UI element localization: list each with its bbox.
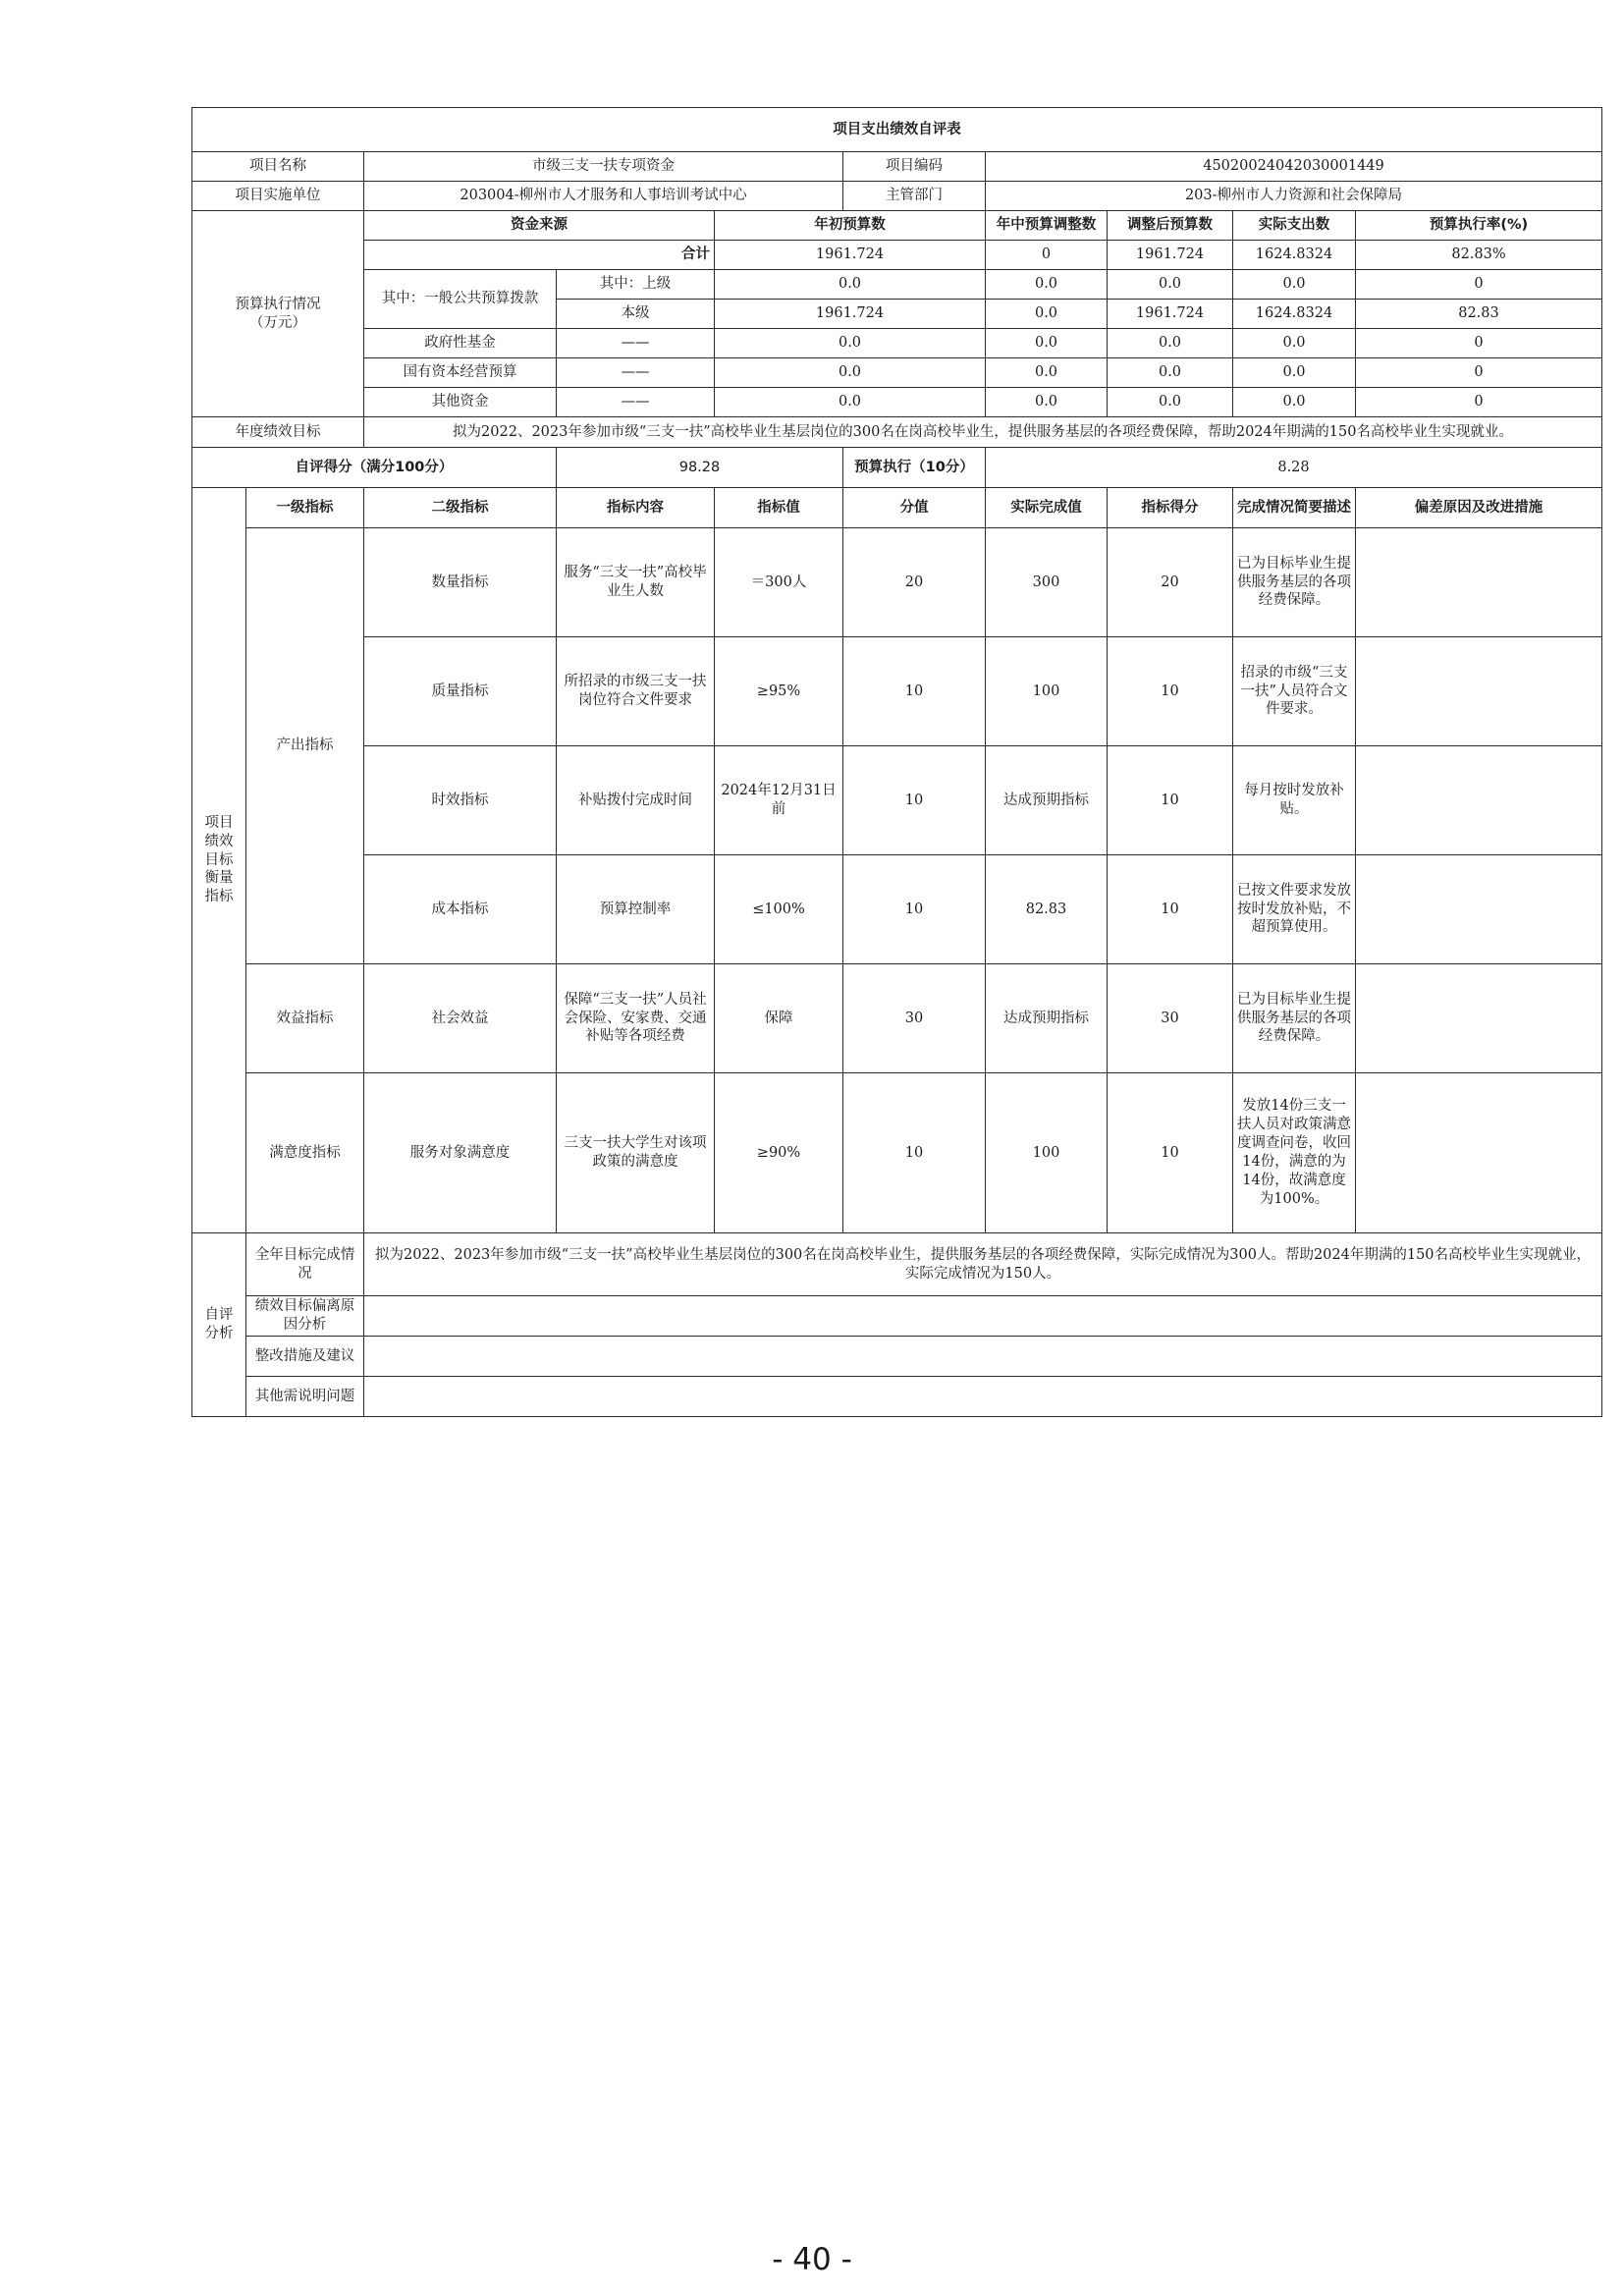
total-adjust: 0 xyxy=(986,241,1108,270)
ind-actual: 达成预期指标 xyxy=(986,964,1108,1073)
ind-score: 20 xyxy=(1108,528,1233,637)
gov-fund-adjust: 0.0 xyxy=(986,329,1108,358)
upper-adjusted: 0.0 xyxy=(1108,270,1233,300)
state-capital-adjusted: 0.0 xyxy=(1108,358,1233,388)
ind-content: 保障“三支一扶”人员社会保险、安家费、交通补贴等各项经费 xyxy=(557,964,715,1073)
ind-reason xyxy=(1356,528,1602,637)
goal-completion-text: 拟为2022、2023年参加市级“三支一扶”高校毕业生基层岗位的300名在岗高校毕业生，提供服务基层的各项经费保障，实际完成情况为300人。帮助2024年期满的150名高校毕业生实现就业，实际完成情况为150人。 xyxy=(364,1233,1602,1296)
page-number: - 40 - xyxy=(772,2242,852,2277)
local-adjusted: 1961.724 xyxy=(1108,300,1233,329)
other-fund-initial: 0.0 xyxy=(715,388,986,417)
supervising-dept: 203-柳州市人力资源和社会保障局 xyxy=(986,182,1602,211)
ind-header-level1: 一级指标 xyxy=(246,488,364,528)
dept-label: 主管部门 xyxy=(843,182,986,211)
measures-value xyxy=(364,1337,1602,1377)
indicator-row xyxy=(192,528,1602,637)
budget-row-total xyxy=(192,241,1602,270)
budget-exec-label: 预算执行（10分） xyxy=(843,448,986,488)
indicator-row xyxy=(192,855,1602,964)
gov-fund-initial: 0.0 xyxy=(715,329,986,358)
local-initial: 1961.724 xyxy=(715,300,986,329)
upper-adjust: 0.0 xyxy=(986,270,1108,300)
gov-fund-adjusted: 0.0 xyxy=(1108,329,1233,358)
ind-header-weight: 分值 xyxy=(843,488,986,528)
ind-target: ≤100% xyxy=(715,855,843,964)
state-capital-label: 国有资本经营预算 xyxy=(364,358,557,388)
other-issues-label: 其他需说明问题 xyxy=(246,1377,364,1417)
ind-target: 保障 xyxy=(715,964,843,1073)
local-adjust: 0.0 xyxy=(986,300,1108,329)
ind-actual: 100 xyxy=(986,1073,1108,1233)
ind-desc: 已按文件要求发放按时发放补贴，不超预算使用。 xyxy=(1233,855,1356,964)
ind-actual: 100 xyxy=(986,637,1108,746)
ind-weight: 10 xyxy=(843,637,986,746)
ind-reason xyxy=(1356,637,1602,746)
ind-content: 服务“三支一扶”高校毕业生人数 xyxy=(557,528,715,637)
ind-weight: 30 xyxy=(843,964,986,1073)
self-score-value: 98.28 xyxy=(557,448,843,488)
budget-header-source: 资金来源 xyxy=(364,211,715,241)
goal-completion-label: 全年目标完成情况 xyxy=(246,1233,364,1296)
project-code-label: 项目编码 xyxy=(843,152,986,182)
unit-label: 项目实施单位 xyxy=(192,182,364,211)
ind-content: 所招录的市级三支一扶岗位符合文件要求 xyxy=(557,637,715,746)
ind-reason xyxy=(1356,1073,1602,1233)
ind-desc: 招录的市级“三支一扶”人员符合文件要求。 xyxy=(1233,637,1356,746)
output-indicator-label: 产出指标 xyxy=(246,528,364,964)
ind-target: ≥90% xyxy=(715,1073,843,1233)
ind-content: 预算控制率 xyxy=(557,855,715,964)
gov-fund-label: 政府性基金 xyxy=(364,329,557,358)
state-capital-dash: —— xyxy=(557,358,715,388)
budget-exec-value: 8.28 xyxy=(986,448,1602,488)
budget-row-state-capital xyxy=(192,358,1602,388)
benefit-indicator-label: 效益指标 xyxy=(246,964,364,1073)
general-budget-label: 其中：一般公共预算拨款 xyxy=(364,270,557,329)
ind-content: 三支一扶大学生对该项政策的满意度 xyxy=(557,1073,715,1233)
indicator-row xyxy=(192,1073,1602,1233)
ind-reason xyxy=(1356,855,1602,964)
budget-header-actual: 实际支出数 xyxy=(1233,211,1356,241)
other-issues-value xyxy=(364,1377,1602,1417)
satisfaction-indicator-label: 满意度指标 xyxy=(246,1073,364,1233)
total-adjusted: 1961.724 xyxy=(1108,241,1233,270)
self-score-label: 自评得分（满分100分） xyxy=(192,448,557,488)
ind-score: 10 xyxy=(1108,637,1233,746)
performance-self-evaluation-table xyxy=(191,107,1602,1417)
budget-section-label: 预算执行情况 （万元） xyxy=(192,211,364,417)
ind-weight: 10 xyxy=(843,1073,986,1233)
other-fund-adjust: 0.0 xyxy=(986,388,1108,417)
deviation-analysis-label: 绩效目标偏离原因分析 xyxy=(246,1296,364,1337)
budget-row-other xyxy=(192,388,1602,417)
local-actual: 1624.8324 xyxy=(1233,300,1356,329)
ind-score: 10 xyxy=(1108,1073,1233,1233)
ind-weight: 20 xyxy=(843,528,986,637)
total-label: 合计 xyxy=(364,241,715,270)
budget-header-adjusted: 调整后预算数 xyxy=(1108,211,1233,241)
ind-score: 10 xyxy=(1108,746,1233,855)
indicator-row xyxy=(192,964,1602,1073)
ind-header-score: 指标得分 xyxy=(1108,488,1233,528)
ind-header-reason: 偏差原因及改进措施 xyxy=(1356,488,1602,528)
budget-header-adjust: 年中预算调整数 xyxy=(986,211,1108,241)
state-capital-initial: 0.0 xyxy=(715,358,986,388)
ind-actual: 82.83 xyxy=(986,855,1108,964)
gov-fund-actual: 0.0 xyxy=(1233,329,1356,358)
ind-score: 30 xyxy=(1108,964,1233,1073)
upper-actual: 0.0 xyxy=(1233,270,1356,300)
measures-label: 整改措施及建议 xyxy=(246,1337,364,1377)
other-fund-rate: 0 xyxy=(1356,388,1602,417)
ind-target: ≥95% xyxy=(715,637,843,746)
total-initial: 1961.724 xyxy=(715,241,986,270)
ind-desc: 每月按时发放补贴。 xyxy=(1233,746,1356,855)
ind-level2: 时效指标 xyxy=(364,746,557,855)
ind-content: 补贴拨付完成时间 xyxy=(557,746,715,855)
ind-level2: 社会效益 xyxy=(364,964,557,1073)
local-rate: 82.83 xyxy=(1356,300,1602,329)
gov-fund-rate: 0 xyxy=(1356,329,1602,358)
annual-goal-label: 年度绩效目标 xyxy=(192,417,364,448)
ind-actual: 300 xyxy=(986,528,1108,637)
other-fund-label: 其他资金 xyxy=(364,388,557,417)
other-fund-dash: —— xyxy=(557,388,715,417)
ind-header-content: 指标内容 xyxy=(557,488,715,528)
ind-target: ＝300人 xyxy=(715,528,843,637)
local-label: 本级 xyxy=(557,300,715,329)
upper-initial: 0.0 xyxy=(715,270,986,300)
ind-desc: 已为目标毕业生提供服务基层的各项经费保障。 xyxy=(1233,964,1356,1073)
state-capital-rate: 0 xyxy=(1356,358,1602,388)
ind-actual: 达成预期指标 xyxy=(986,746,1108,855)
ind-level2: 成本指标 xyxy=(364,855,557,964)
ind-desc: 已为目标毕业生提供服务基层的各项经费保障。 xyxy=(1233,528,1356,637)
budget-header-initial: 年初预算数 xyxy=(715,211,986,241)
ind-reason xyxy=(1356,964,1602,1073)
other-fund-adjusted: 0.0 xyxy=(1108,388,1233,417)
deviation-analysis-value xyxy=(364,1296,1602,1337)
other-fund-actual: 0.0 xyxy=(1233,388,1356,417)
budget-header-rate: 预算执行率(%) xyxy=(1356,211,1602,241)
ind-score: 10 xyxy=(1108,855,1233,964)
state-capital-adjust: 0.0 xyxy=(986,358,1108,388)
project-code: 45020024042030001449 xyxy=(986,152,1602,182)
ind-header-level2: 二级指标 xyxy=(364,488,557,528)
ind-level2: 服务对象满意度 xyxy=(364,1073,557,1233)
project-name: 市级三支一扶专项资金 xyxy=(364,152,843,182)
indicators-section-label: 项目 绩效 目标 衡量 指标 xyxy=(192,488,246,1233)
analysis-section-label: 自评 分析 xyxy=(192,1233,246,1417)
gov-fund-dash: —— xyxy=(557,329,715,358)
ind-level2: 质量指标 xyxy=(364,637,557,746)
ind-level2: 数量指标 xyxy=(364,528,557,637)
total-rate: 82.83% xyxy=(1356,241,1602,270)
budget-row-gov-fund xyxy=(192,329,1602,358)
total-actual: 1624.8324 xyxy=(1233,241,1356,270)
table-title: 项目支出绩效自评表 xyxy=(192,108,1602,152)
upper-rate: 0 xyxy=(1356,270,1602,300)
indicator-row xyxy=(192,746,1602,855)
budget-row-upper xyxy=(192,270,1602,300)
implementing-unit: 203004-柳州市人才服务和人事培训考试中心 xyxy=(364,182,843,211)
upper-label: 其中：上级 xyxy=(557,270,715,300)
indicator-row xyxy=(192,637,1602,746)
ind-desc: 发放14份三支一扶人员对政策满意度调查问卷，收回14份，满意的为14份，故满意度为100%。 xyxy=(1233,1073,1356,1233)
project-name-label: 项目名称 xyxy=(192,152,364,182)
ind-header-target: 指标值 xyxy=(715,488,843,528)
state-capital-actual: 0.0 xyxy=(1233,358,1356,388)
ind-weight: 10 xyxy=(843,746,986,855)
ind-header-actual: 实际完成值 xyxy=(986,488,1108,528)
ind-reason xyxy=(1356,746,1602,855)
annual-goal-text: 拟为2022、2023年参加市级“三支一扶”高校毕业生基层岗位的300名在岗高校毕业生，提供服务基层的各项经费保障，帮助2024年期满的150名高校毕业生实现就业。 xyxy=(364,417,1602,448)
ind-weight: 10 xyxy=(843,855,986,964)
ind-header-desc: 完成情况简要描述 xyxy=(1233,488,1356,528)
ind-target: 2024年12月31日前 xyxy=(715,746,843,855)
